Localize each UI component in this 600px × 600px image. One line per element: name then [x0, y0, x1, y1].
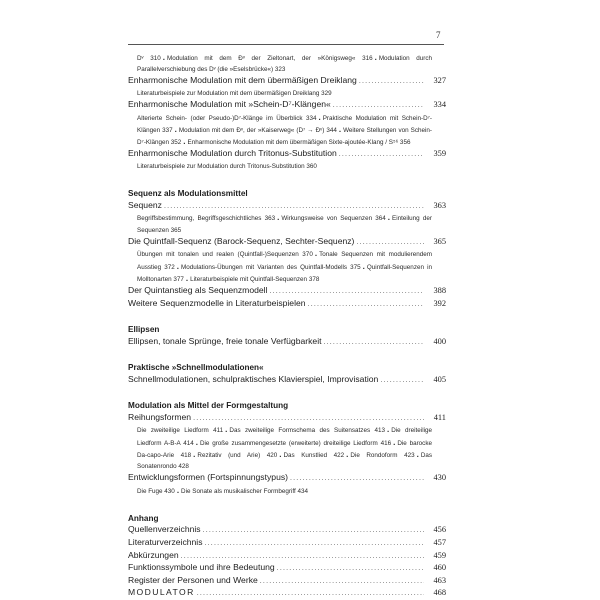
toc-entry[interactable]: Weitere Sequenzmodelle in Literaturbeispielen ..... 392 [128, 298, 446, 311]
toc-entry[interactable]: Entwicklungsformen (Fortspinnungstypus) ..... 430 [128, 472, 446, 485]
toc-entry[interactable]: Ellipsen, tonale Sprünge, freie tonale Verfügbarkeit ..... 400 [128, 336, 446, 349]
section-heading: Modulation als Mittel der Formgestaltung [128, 401, 289, 411]
toc-subentries: Literaturbeispiele zur Modulation durch Tritonus-Substitution 360 [137, 163, 317, 170]
toc-entry[interactable]: Abkürzungen ..... 459 [128, 550, 446, 563]
toc-entry[interactable]: Quellenverzeichnis ..... 456 [128, 524, 446, 537]
section-heading: Ellipsen [128, 325, 160, 335]
header-rule [128, 44, 444, 45]
toc-entry[interactable]: Reihungsformen ..... 411 [128, 412, 446, 425]
toc-entry[interactable]: Enharmonische Modulation durch Tritonus-Substitution ..... 359 [128, 148, 446, 161]
toc-subentries: Die zweiteilige Liedform 411 . Das zweiteilige Formschema des Suitensatzes 413 . Die dreiteilige Liedform A-B-A 414 . Die große zusammengesetzte (erweiterte) dreiteilige Liedform 416 . Die barocke Da-capo-Arie 418 . Rezitativ (und Arie) 420 . Das Kunstlied 422 . Die Rondoform 423 . Das Sonatenrondo 428 [137, 425, 433, 470]
toc-entry[interactable]: Der Quintanstieg als Sequenzmodell ..... 388 [128, 285, 446, 298]
section-heading: Praktische »Schnellmodulationen« [128, 363, 264, 373]
toc-entry[interactable]: Die Quintfall-Sequenz (Barock-Sequenz, Sechter-Sequenz) ..... 365 [128, 236, 446, 249]
section-heading: Anhang [128, 513, 159, 523]
toc-entry[interactable]: Enharmonische Modulation mit dem übermäßigen Dreiklang ..... 327 [128, 75, 446, 88]
toc-entry[interactable]: Sequenz ..... 363 [128, 200, 446, 213]
toc-subentries: Die Fuge 430 . Die Sonate als musikalischer Formbegriff 434 [137, 485, 308, 495]
section-heading: Sequenz als Modulationsmittel [128, 189, 248, 199]
toc-entry[interactable]: Schnellmodulationen, schulpraktisches Klavierspiel, Improvisation ..... 405 [128, 374, 446, 387]
toc-entry[interactable]: Enharmonische Modulation mit »Schein-D⁷-Klängen« ..... 334 [128, 99, 446, 112]
toc-subentries: Dᵛ 310 . Modulation mit dem Đᵛ der Zieltonart, der »Königsweg« 316 . Modulation durch Parallelverschiebung des Dᵛ (die »Eselsbrücke«) 323 [137, 53, 433, 74]
toc-entry[interactable]: Literaturverzeichnis ..... 457 [128, 537, 446, 550]
toc-entry[interactable]: Register der Personen und Werke ..... 463 [128, 575, 446, 588]
toc-subentries: Begriffsbestimmung, Begriffsgeschichtliches 363 . Wirkungsweise von Sequenzen 364 . Einteilung der Sequenzen 365 [137, 213, 432, 234]
table-of-contents [128, 52, 446, 600]
toc-entry[interactable]: Funktionssymbole und ihre Bedeutung ..... 460 [128, 562, 446, 575]
toc-entry[interactable]: MODULATOR ..... 468 [128, 587, 446, 600]
toc-subentries: Übungen mit tonalen und realen (Quintfall-)Sequenzen 370 . Tonale Sequenzen mit modulierendem Ausstieg 372 . Modulations-Übungen mit Varianten des Quintfall-Modells 375 . Quintfall-Sequenzen in Molltonarten 377 . Literaturbeispiele mit Quintfall-Sequenzen 378 [137, 249, 432, 283]
toc-subentries: Alterierte Schein- (oder Pseudo-)D⁷-Klänge im Überblick 334 . Praktische Modulation mit Schein-D⁷-Klängen 337 . Modulation mit dem Đᵛ, der »Kaiserweg« (D⁷ → Đᵛ) 344 . Weitere Stellungen von Schein-D⁷-Klängen 352 . Enharmonische Modulation mit dem übermäßigen Sixte-ajoutée-Klang / S⁵⁶ 356 [137, 112, 432, 147]
toc-subentries: Literaturbeispiele zur Modulation mit dem übermäßigen Dreiklang 329 [137, 90, 332, 97]
page-number: 7 [436, 30, 441, 40]
